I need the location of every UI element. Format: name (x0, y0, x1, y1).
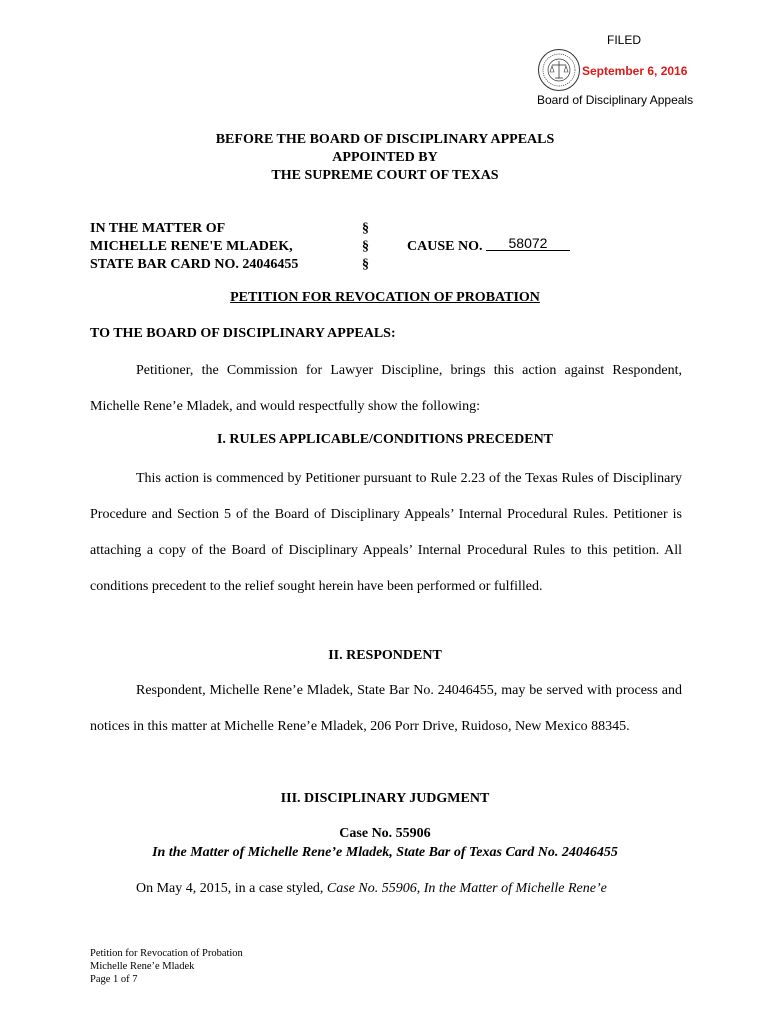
footer-respondent: Michelle Rene’e Mladek (90, 961, 195, 972)
caption-bar-card: STATE BAR CARD NO. 24046455 (90, 257, 299, 272)
footer-doc-title: Petition for Revocation of Probation (90, 948, 243, 959)
petition-title (0, 290, 770, 306)
petition-title-text: PETITION FOR REVOCATION OF PROBATION (230, 290, 540, 305)
section-mark: § (362, 257, 369, 272)
filed-board: Board of Disciplinary Appeals (537, 93, 694, 107)
cause-number-block (407, 235, 570, 256)
cause-number (486, 236, 570, 251)
case-number: Case No. 55906 (339, 826, 431, 841)
section-1-heading: I. RULES APPLICABLE/CONDITIONS PRECEDENT (216, 432, 554, 447)
section-1-body: This action is commenced by Petitioner pursuant to Rule 2.23 of the Texas Rules of Disciplinary Procedure and Section 5 of the Board of Disciplinary Appeals’ Internal Procedural Rules. Petitioner is attaching a copy of the Board of Disciplinary Appeals’ Internal Procedural Rules to this petition. All conditions precedent to the relief sought herein have been performed or fulfilled. (90, 471, 682, 594)
section-3-body-start: On May 4, 2015, in a case styled, (136, 881, 327, 896)
court-header (0, 131, 770, 185)
cause-number-value: 58072 (508, 235, 548, 251)
section-3-body (90, 871, 682, 907)
case-style: In the Matter of Michelle Rene’e Mladek, State Bar of Texas Card No. 24046455 (152, 845, 618, 860)
caption-matter: IN THE MATTER OF (90, 221, 226, 236)
section-mark: § (362, 221, 369, 236)
filed-label: FILED (607, 33, 642, 47)
section-2-body: Respondent, Michelle Rene’e Mladek, State Bar No. 24046455, may be served with process and notices in this matter at Michelle Rene’e Mladek, 206 Porr Drive, Ruidoso, New Mexico 88345. (90, 683, 682, 734)
caption-left (90, 220, 298, 274)
header-line-2: APPOINTED BY (332, 150, 438, 165)
filed-date: September 6, 2016 (582, 64, 688, 78)
footer-page-number: Page 1 of 7 (90, 974, 138, 985)
section-2-heading: II. RESPONDENT (328, 648, 442, 663)
section-mark: § (362, 239, 369, 254)
section-3-body-italic: Case No. 55906, In the Matter of Michelle Rene’e (326, 881, 607, 896)
salutation: TO THE BOARD OF DISCIPLINARY APPEALS: (90, 326, 396, 341)
section-3-heading: III. DISCIPLINARY JUDGMENT (280, 791, 490, 806)
intro-paragraph: Petitioner, the Commission for Lawyer Discipline, brings this action against Respondent, Michelle Rene’e Mladek, and would respectfully show the following: (90, 363, 682, 414)
cause-label: CAUSE NO. (407, 239, 483, 254)
filed-stamp (535, 30, 715, 110)
texas-seal-icon (537, 48, 581, 92)
caption-section-marks (362, 220, 369, 274)
header-line-1: BEFORE THE BOARD OF DISCIPLINARY APPEALS (215, 132, 555, 147)
header-line-3: THE SUPREME COURT OF TEXAS (271, 168, 499, 183)
caption-respondent-name: MICHELLE RENE'E MLADEK, (90, 239, 293, 254)
page-footer (90, 947, 243, 986)
